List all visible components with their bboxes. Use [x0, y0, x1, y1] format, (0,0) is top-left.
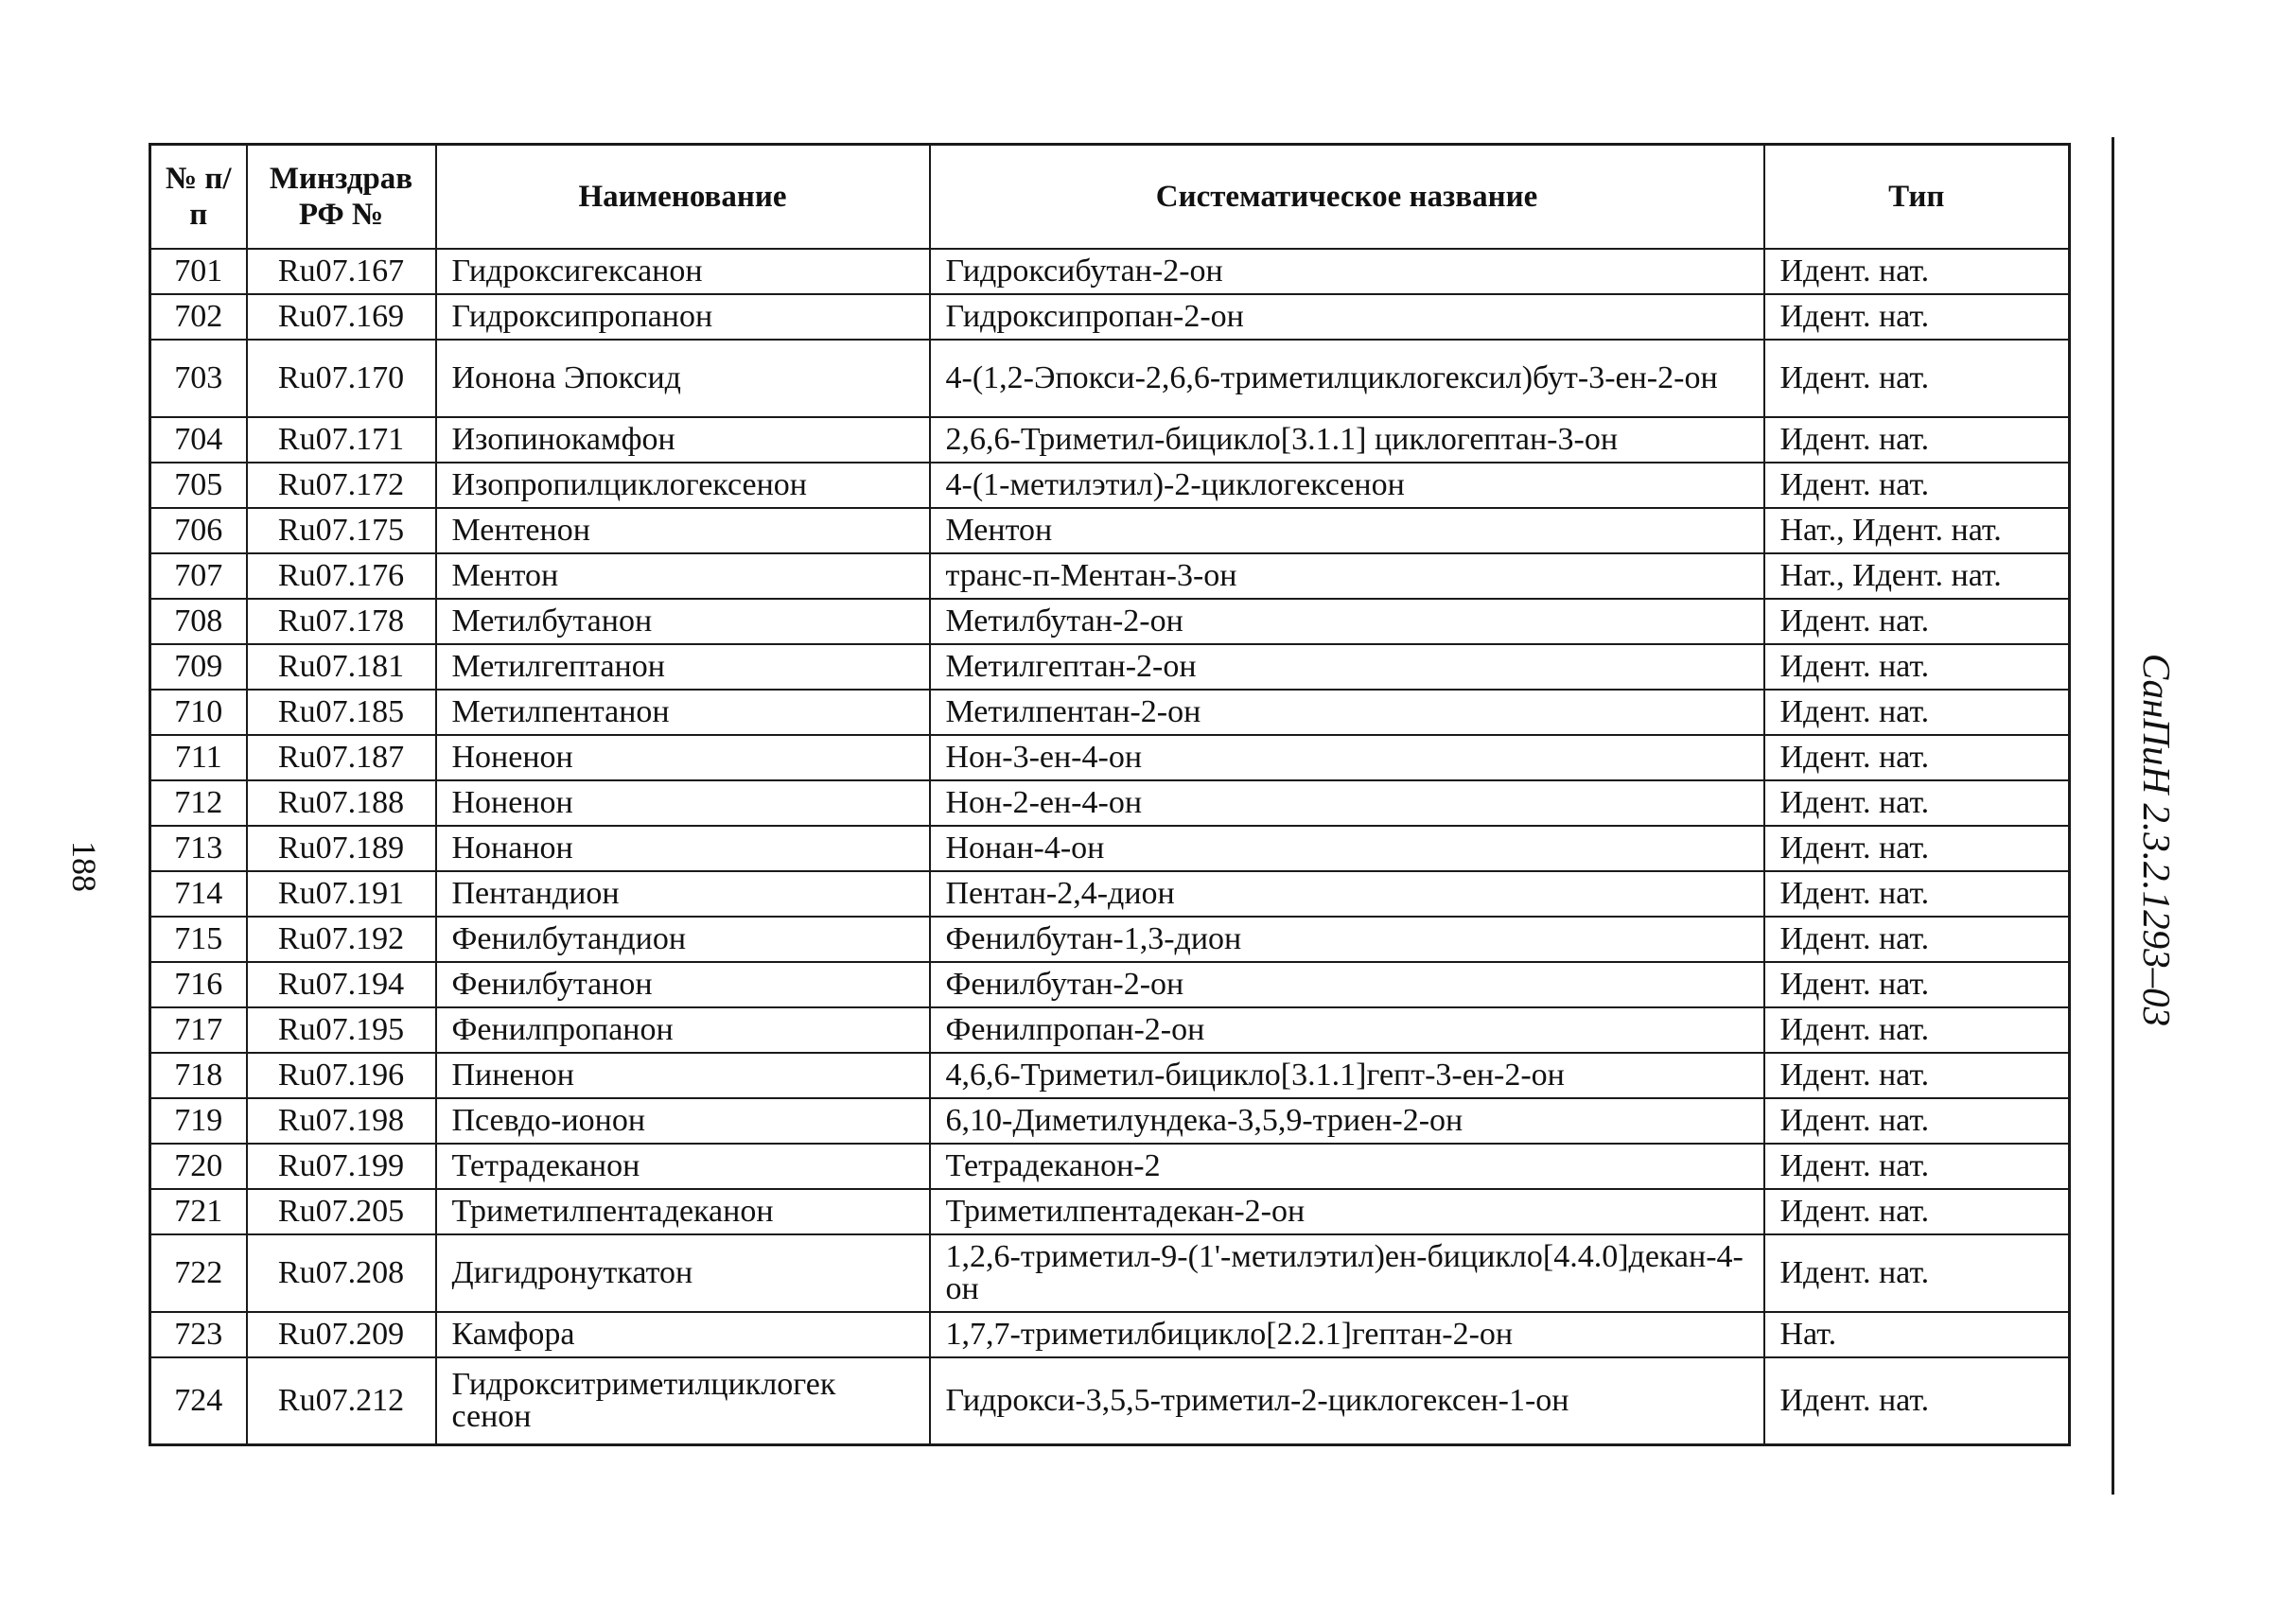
cell-systematic-name: Фенилпропан-2-он — [930, 1007, 1764, 1053]
cell-number: 723 — [150, 1312, 247, 1357]
cell-systematic-name: Нонан-4-он — [930, 826, 1764, 871]
cell-type: Идент. нат. — [1764, 735, 2070, 780]
cell-ministry-code: Ru07.194 — [247, 962, 436, 1007]
cell-ministry-code: Ru07.167 — [247, 249, 436, 294]
side-rule — [2112, 137, 2114, 1495]
cell-name: Метилгептанон — [436, 644, 930, 690]
cell-systematic-name: Тетрадеканон-2 — [930, 1144, 1764, 1189]
cell-number: 716 — [150, 962, 247, 1007]
cell-ministry-code: Ru07.178 — [247, 599, 436, 644]
cell-name: Триметилпентадеканон — [436, 1189, 930, 1234]
cell-type: Идент. нат. — [1764, 463, 2070, 508]
cell-type: Идент. нат. — [1764, 644, 2070, 690]
table-row — [150, 644, 2070, 690]
cell-type: Идент. нат. — [1764, 780, 2070, 826]
cell-number: 724 — [150, 1357, 247, 1445]
page-number: 188 — [65, 841, 103, 892]
cell-ministry-code: Ru07.195 — [247, 1007, 436, 1053]
cell-systematic-name: 4-(1,2-Эпокси-2,6,6-триметилциклогексил)бут-3-ен-2-он — [930, 340, 1764, 417]
cell-systematic-name: Нон-2-ен-4-он — [930, 780, 1764, 826]
table-row — [150, 1053, 2070, 1098]
table-row — [150, 1007, 2070, 1053]
cell-systematic-name: 4-(1-метилэтил)-2-циклогексенон — [930, 463, 1764, 508]
cell-number: 703 — [150, 340, 247, 417]
cell-type: Идент. нат. — [1764, 917, 2070, 962]
cell-type: Идент. нат. — [1764, 1357, 2070, 1445]
cell-systematic-name: 4,6,6-Триметил-бицикло[3.1.1]гепт-3-ен-2-он — [930, 1053, 1764, 1098]
cell-systematic-name: 2,6,6-Триметил-бицикло[3.1.1] циклогептан-3-он — [930, 417, 1764, 463]
cell-name: Псевдо-ионон — [436, 1098, 930, 1144]
cell-ministry-code: Ru07.185 — [247, 690, 436, 735]
cell-systematic-name: Гидрокси-3,5,5-триметил-2-циклогексен-1-он — [930, 1357, 1764, 1445]
header-systematic-name: Систематическое название — [930, 145, 1764, 250]
cell-number: 721 — [150, 1189, 247, 1234]
table-row — [150, 962, 2070, 1007]
table-row — [150, 508, 2070, 553]
cell-type: Идент. нат. — [1764, 1234, 2070, 1312]
cell-systematic-name: Метилбутан-2-он — [930, 599, 1764, 644]
cell-type: Идент. нат. — [1764, 1007, 2070, 1053]
table-row — [150, 1312, 2070, 1357]
cell-type: Идент. нат. — [1764, 249, 2070, 294]
cell-systematic-name: Метилгептан-2-он — [930, 644, 1764, 690]
cell-number: 720 — [150, 1144, 247, 1189]
cell-type: Идент. нат. — [1764, 1098, 2070, 1144]
table-header-row — [150, 145, 2070, 250]
cell-ministry-code: Ru07.192 — [247, 917, 436, 962]
header-type: Тип — [1764, 145, 2070, 250]
table-row — [150, 463, 2070, 508]
cell-ministry-code: Ru07.172 — [247, 463, 436, 508]
cell-name: Гидроксипропанон — [436, 294, 930, 340]
cell-type: Идент. нат. — [1764, 962, 2070, 1007]
cell-ministry-code: Ru07.170 — [247, 340, 436, 417]
table-row — [150, 1144, 2070, 1189]
cell-type: Нат. — [1764, 1312, 2070, 1357]
cell-type: Нат., Идент. нат. — [1764, 508, 2070, 553]
table-body — [150, 249, 2070, 1445]
cell-ministry-code: Ru07.176 — [247, 553, 436, 599]
cell-name: Фенилбутандион — [436, 917, 930, 962]
table-row — [150, 1357, 2070, 1445]
header-ministry-code: Минздрав РФ № — [247, 145, 436, 250]
cell-type: Идент. нат. — [1764, 340, 2070, 417]
cell-name: Тетрадеканон — [436, 1144, 930, 1189]
cell-systematic-name: Гидроксипропан-2-он — [930, 294, 1764, 340]
cell-number: 715 — [150, 917, 247, 962]
cell-number: 706 — [150, 508, 247, 553]
cell-systematic-name: 6,10-Диметилундека-3,5,9-триен-2-он — [930, 1098, 1764, 1144]
cell-ministry-code: Ru07.205 — [247, 1189, 436, 1234]
cell-systematic-name: транс-п-Ментан-3-он — [930, 553, 1764, 599]
cell-name: Фенилпропанон — [436, 1007, 930, 1053]
cell-systematic-name: Ментон — [930, 508, 1764, 553]
cell-type: Идент. нат. — [1764, 1144, 2070, 1189]
header-name: Наименование — [436, 145, 930, 250]
table-row — [150, 826, 2070, 871]
cell-name: Ментон — [436, 553, 930, 599]
cell-ministry-code: Ru07.191 — [247, 871, 436, 917]
cell-ministry-code: Ru07.198 — [247, 1098, 436, 1144]
cell-type: Идент. нат. — [1764, 826, 2070, 871]
cell-name: Метилпентанон — [436, 690, 930, 735]
cell-type: Идент. нат. — [1764, 1189, 2070, 1234]
cell-systematic-name: 1,7,7-триметилбицикло[2.2.1]гептан-2-он — [930, 1312, 1764, 1357]
cell-ministry-code: Ru07.169 — [247, 294, 436, 340]
cell-number: 713 — [150, 826, 247, 871]
cell-type: Идент. нат. — [1764, 690, 2070, 735]
table-row — [150, 1234, 2070, 1312]
cell-name: Пентандион — [436, 871, 930, 917]
header-number: № п/п — [150, 145, 247, 250]
cell-name: Гидроксигексанон — [436, 249, 930, 294]
cell-number: 708 — [150, 599, 247, 644]
cell-type: Нат., Идент. нат. — [1764, 553, 2070, 599]
table-row — [150, 294, 2070, 340]
cell-number: 701 — [150, 249, 247, 294]
cell-name: Нонанон — [436, 826, 930, 871]
cell-number: 710 — [150, 690, 247, 735]
cell-systematic-name: 1,2,6-триметил-9-(1'-метилэтил)ен-бицикло[4.4.0]декан-4-он — [930, 1234, 1764, 1312]
cell-number: 722 — [150, 1234, 247, 1312]
cell-systematic-name: Триметилпентадекан-2-он — [930, 1189, 1764, 1234]
cell-ministry-code: Ru07.196 — [247, 1053, 436, 1098]
cell-number: 705 — [150, 463, 247, 508]
cell-number: 704 — [150, 417, 247, 463]
cell-number: 717 — [150, 1007, 247, 1053]
cell-type: Идент. нат. — [1764, 599, 2070, 644]
table-row — [150, 871, 2070, 917]
cell-name: Камфора — [436, 1312, 930, 1357]
cell-ministry-code: Ru07.189 — [247, 826, 436, 871]
cell-number: 707 — [150, 553, 247, 599]
cell-systematic-name: Пентан-2,4-дион — [930, 871, 1764, 917]
running-head-text: СанПиН 2.3.2.1293–03 — [2135, 653, 2179, 1027]
cell-name: Фенилбутанон — [436, 962, 930, 1007]
cell-systematic-name: Метилпентан-2-он — [930, 690, 1764, 735]
cell-ministry-code: Ru07.212 — [247, 1357, 436, 1445]
cell-name: Гидрокситриметилциклогек сенон — [436, 1357, 930, 1445]
cell-name: Изопинокамфон — [436, 417, 930, 463]
cell-name: Ментенон — [436, 508, 930, 553]
cell-name: Изопропилциклогексенон — [436, 463, 930, 508]
table-row — [150, 553, 2070, 599]
cell-ministry-code: Ru07.181 — [247, 644, 436, 690]
cell-name: Дигидронуткатон — [436, 1234, 930, 1312]
cell-ministry-code: Ru07.175 — [247, 508, 436, 553]
cell-type: Идент. нат. — [1764, 294, 2070, 340]
table-row — [150, 599, 2070, 644]
cell-ministry-code: Ru07.209 — [247, 1312, 436, 1357]
table-row — [150, 417, 2070, 463]
cell-type: Идент. нат. — [1764, 871, 2070, 917]
table-row — [150, 340, 2070, 417]
cell-number: 711 — [150, 735, 247, 780]
table-row — [150, 1098, 2070, 1144]
table-row — [150, 780, 2070, 826]
cell-number: 714 — [150, 871, 247, 917]
cell-number: 718 — [150, 1053, 247, 1098]
cell-name: Пиненон — [436, 1053, 930, 1098]
cell-type: Идент. нат. — [1764, 417, 2070, 463]
cell-number: 712 — [150, 780, 247, 826]
cell-number: 709 — [150, 644, 247, 690]
cell-name: Ноненон — [436, 735, 930, 780]
cell-systematic-name: Фенилбутан-1,3-дион — [930, 917, 1764, 962]
table-row — [150, 735, 2070, 780]
cell-ministry-code: Ru07.208 — [247, 1234, 436, 1312]
table-row — [150, 917, 2070, 962]
cell-systematic-name: Нон-3-ен-4-он — [930, 735, 1764, 780]
cell-type: Идент. нат. — [1764, 1053, 2070, 1098]
cell-name: Ионона Эпоксид — [436, 340, 930, 417]
cell-name: Ноненон — [436, 780, 930, 826]
cell-ministry-code: Ru07.187 — [247, 735, 436, 780]
cell-number: 719 — [150, 1098, 247, 1144]
table-row — [150, 1189, 2070, 1234]
flavoring-substances-table — [149, 143, 2071, 1446]
cell-ministry-code: Ru07.188 — [247, 780, 436, 826]
cell-systematic-name: Гидроксибутан-2-он — [930, 249, 1764, 294]
table-row — [150, 249, 2070, 294]
cell-number: 702 — [150, 294, 247, 340]
cell-ministry-code: Ru07.199 — [247, 1144, 436, 1189]
cell-ministry-code: Ru07.171 — [247, 417, 436, 463]
cell-systematic-name: Фенилбутан-2-он — [930, 962, 1764, 1007]
cell-name: Метилбутанон — [436, 599, 930, 644]
table-row — [150, 690, 2070, 735]
